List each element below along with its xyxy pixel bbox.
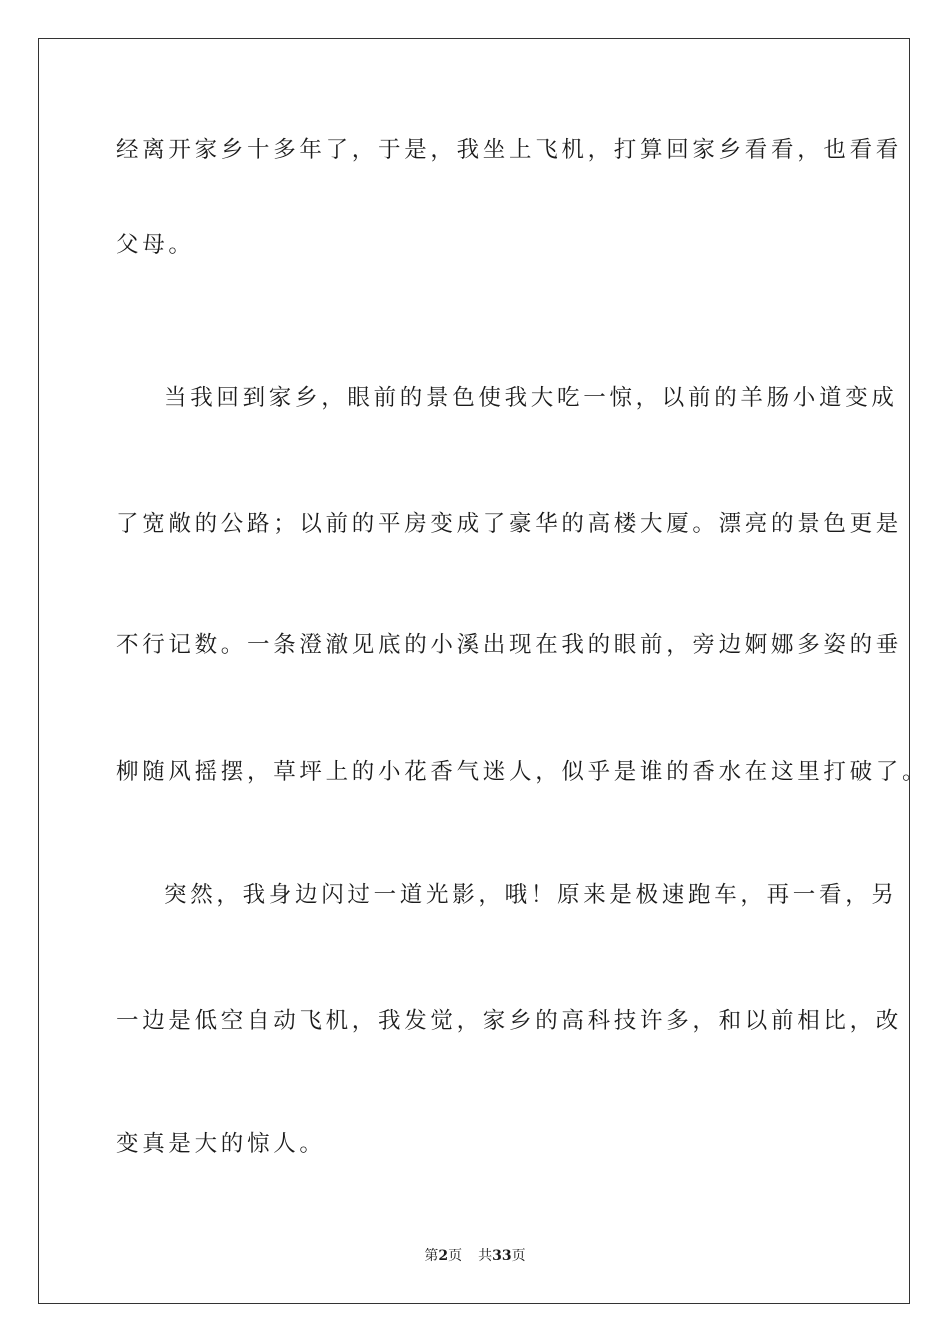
page-prefix: 第	[424, 1248, 439, 1264]
text-line-7: 突然，我身边闪过一道光影，哦！原来是极速跑车，再一看，另	[164, 882, 898, 908]
text-line-1: 经离开家乡十多年了，于是，我坐上飞机，打算回家乡看看，也看看	[116, 137, 903, 163]
text-line-4: 了宽敞的公路；以前的平房变成了豪华的高楼大厦。漂亮的景色更是	[116, 511, 903, 537]
text-line-5: 不行记数。一条澄澈见底的小溪出现在我的眼前，旁边婀娜多姿的垂	[116, 632, 903, 658]
total-pages: 33	[492, 1248, 512, 1264]
total-prefix: 共	[478, 1248, 493, 1264]
page-border	[38, 38, 929, 1304]
page-suffix: 页	[448, 1248, 463, 1264]
text-line-8: 一边是低空自动飞机，我发觉，家乡的高科技许多，和以前相比，改	[116, 1008, 903, 1034]
text-line-6: 柳随风摇摆，草坪上的小花香气迷人，似乎是谁的香水在这里打破了。	[116, 759, 929, 785]
page-footer	[0, 1247, 950, 1265]
text-line-3: 当我回到家乡，眼前的景色使我大吃一惊，以前的羊肠小道变成	[164, 385, 898, 411]
total-suffix: 页	[511, 1248, 526, 1264]
page-number: 2	[438, 1248, 449, 1264]
text-line-9: 变真是大的惊人。	[116, 1131, 326, 1157]
text-line-2: 父母。	[116, 232, 195, 258]
